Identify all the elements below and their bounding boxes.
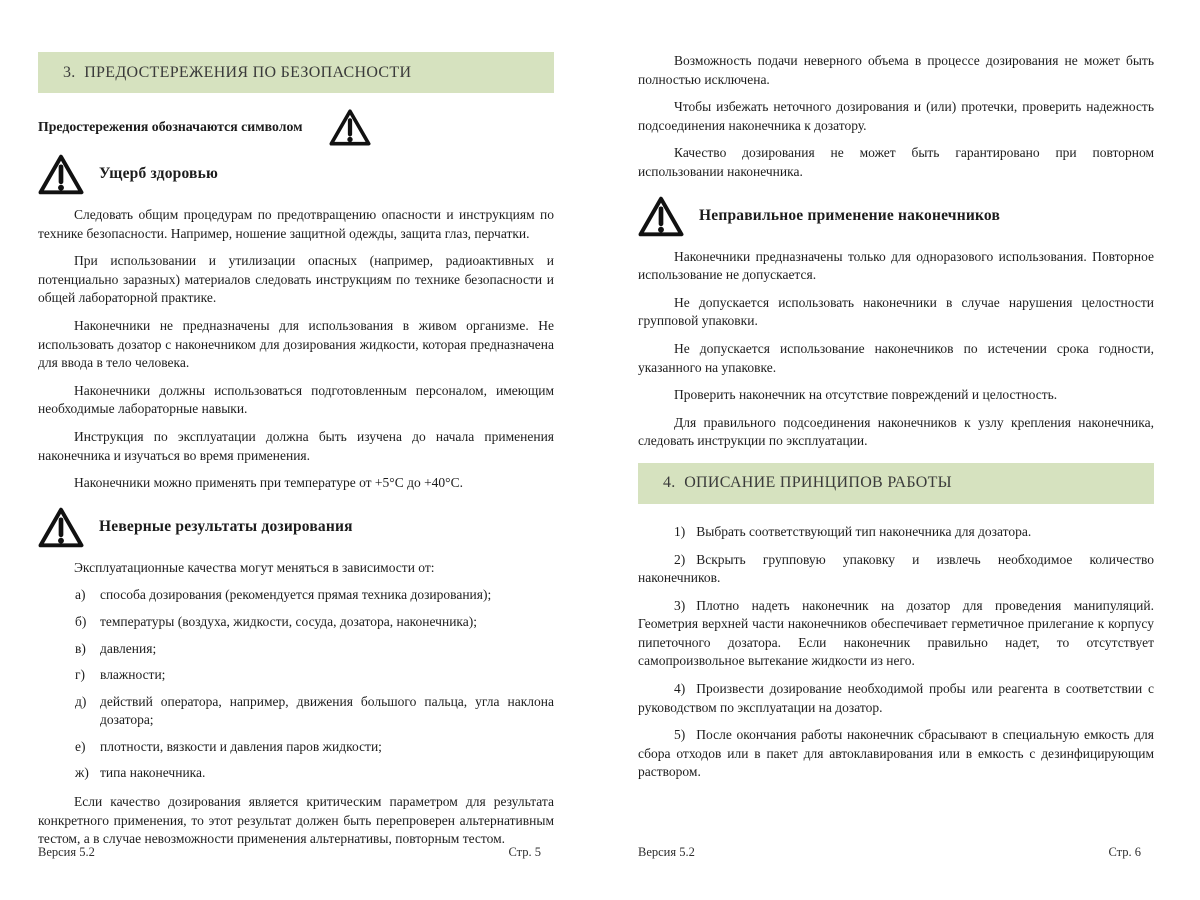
- list-item: [38, 738, 554, 757]
- list-intro: Эксплуатационные качества могут меняться в зависимости от:: [74, 559, 435, 575]
- list-text: температуры (воздуха, жидкости, сосуда, дозатора, наконечника);: [100, 613, 478, 629]
- step-marker: 4): [674, 681, 686, 697]
- list-item: [38, 666, 554, 685]
- warning-heading-label: Неверные результаты дозирования: [99, 517, 353, 535]
- paragraph: При использовании и утилизации опасных (например, радиоактивных и потенциально заразных) материалов следовать инструкциям по технике безопасности и общей лабораторной практике.: [38, 253, 554, 306]
- warning-heading-label: Неправильное применение наконечников: [699, 206, 1001, 224]
- list-marker: б): [75, 613, 87, 629]
- warning-heading-health: [38, 152, 554, 196]
- list-marker: г): [75, 667, 86, 683]
- list-text: давления;: [100, 640, 157, 656]
- list-marker: д): [75, 693, 87, 709]
- paragraph: Для правильного подсоединения наконечников к узлу крепления наконечника, следовать инструкции по эксплуатации.: [638, 414, 1154, 449]
- footer-version: Версия 5.2: [38, 845, 95, 859]
- warning-heading-label: Ущерб здоровью: [99, 165, 219, 182]
- paragraph: Чтобы избежать неточного дозирования и (или) протечки, проверить надежность подсоединения наконечника к дозатору.: [638, 99, 1154, 133]
- paragraph: Наконечники предназначены только для одноразового использования. Повторное использование не допускается.: [638, 248, 1154, 283]
- paragraph: Наконечники должны использоваться подготовленным персоналом, имеющим необходимые лабораторные навыки.: [38, 382, 554, 417]
- list-marker: в): [75, 640, 86, 656]
- page-footer: [38, 845, 541, 860]
- paragraph: Возможность подачи неверного объема в процессе дозирования не может быть полностью исключена.: [638, 53, 1154, 87]
- step-marker: 2): [674, 551, 686, 567]
- footer-version: Версия 5.2: [638, 845, 695, 859]
- warning-icon: [638, 195, 684, 237]
- paragraph: Проверить наконечник на отсутствие повреждений и целостность.: [674, 387, 1058, 403]
- paragraph: Наконечники не предназначены для использования в живом организме. Не использовать дозатор с наконечником для дозирования жидкости, которая предназначена для ввода в тело человека.: [38, 317, 554, 371]
- warning-heading-misuse: [638, 194, 1154, 238]
- list-text: типа наконечника.: [100, 765, 206, 781]
- numbered-step: [638, 726, 1154, 782]
- footer-page-number: Стр. 6: [1108, 845, 1141, 859]
- paragraph: Качество дозирования не может быть гарантировано при повторном использовании наконечника.: [638, 145, 1154, 179]
- step-text: Выбрать соответствующий тип наконечника для дозатора.: [696, 523, 1032, 539]
- page-footer: [638, 845, 1141, 860]
- section-banner-principles: 4. ОПИСАНИЕ ПРИНЦИПОВ РАБОТЫ: [638, 463, 1154, 504]
- list-text: действий оператора, например, движения большого пальца, угла наклона дозатора;: [100, 693, 554, 728]
- warning-icon: [38, 506, 84, 548]
- steps-list: [638, 523, 1154, 782]
- step-text: Вскрыть групповую упаковку и извлечь необходимое количество наконечников.: [638, 551, 1154, 586]
- numbered-step: [638, 551, 1154, 588]
- paragraph: Если качество дозирования является критическим параметром для результата конкретного применения, то этот результат должен быть перепроверен альтернативным тестом, а в случае невозможности применения альтернативы, повторным тестом.: [38, 794, 554, 847]
- symbol-note-row: [38, 106, 554, 148]
- numbered-step: [638, 597, 1154, 671]
- numbered-step: [638, 680, 1154, 717]
- list-marker: ж): [75, 765, 89, 781]
- factor-list: [38, 586, 554, 783]
- list-text: влажности;: [100, 667, 166, 683]
- paragraph: Не допускается использование наконечников по истечении срока годности, указанного на упаковке.: [638, 340, 1154, 375]
- paragraph: Следовать общим процедурам по предотвращению опасности и инструкциям по технике безопасности. Например, ношение защитной одежды, защита глаз, перчатки.: [38, 207, 554, 241]
- list-item: [38, 586, 554, 605]
- list-item: [38, 693, 554, 730]
- step-marker: 1): [674, 523, 686, 539]
- paragraph: Не допускается использовать наконечники в случае нарушения целостности групповой упаковки.: [638, 294, 1154, 329]
- list-item: [38, 764, 554, 783]
- warning-icon: [38, 153, 84, 195]
- list-item: [38, 640, 554, 659]
- section-banner-safety: 3. ПРЕДОСТЕРЕЖЕНИЯ ПО БЕЗОПАСНОСТИ: [38, 52, 554, 93]
- warning-heading-results: [38, 505, 554, 549]
- page-right: [638, 0, 1154, 900]
- step-marker: 5): [674, 727, 686, 743]
- step-text: После окончания работы наконечник сбрасывают в специальную емкость для сбора отходов или в пакет для автоклавирования или в емкость с дезинфицирующим раствором.: [638, 727, 1154, 780]
- step-text: Произвести дозирование необходимой пробы или реагента в соответствии с руководством по эксплуатации на дозатор.: [638, 681, 1154, 715]
- paragraph: Наконечники можно применять при температуре от +5°С до +40°С.: [74, 475, 463, 491]
- paragraph: Инструкция по эксплуатации должна быть изучена до начала применения наконечника и изучаться во время применения.: [38, 428, 554, 463]
- list-text: способа дозирования (рекомендуется прямая техника дозирования);: [100, 587, 492, 603]
- warning-icon: [329, 107, 371, 147]
- page-left: [38, 0, 554, 900]
- list-marker: е): [75, 738, 86, 754]
- symbol-note-label: Предостережения обозначаются символом: [38, 119, 303, 134]
- numbered-step: [638, 523, 1154, 542]
- list-item: [38, 613, 554, 632]
- list-marker: а): [75, 587, 86, 603]
- footer-page-number: Стр. 5: [508, 845, 541, 859]
- step-text: Плотно надеть наконечник на дозатор для проведения манипуляций. Геометрия верхней части наконечников обеспечивает герметичное прилегание к корпусу пипеточного дозатора. Если наконечник правильно надет, то отсутствует самопроизвольное вытекание жидкости из него.: [638, 597, 1154, 669]
- step-marker: 3): [674, 597, 686, 613]
- list-text: плотности, вязкости и давления паров жидкости;: [100, 738, 382, 754]
